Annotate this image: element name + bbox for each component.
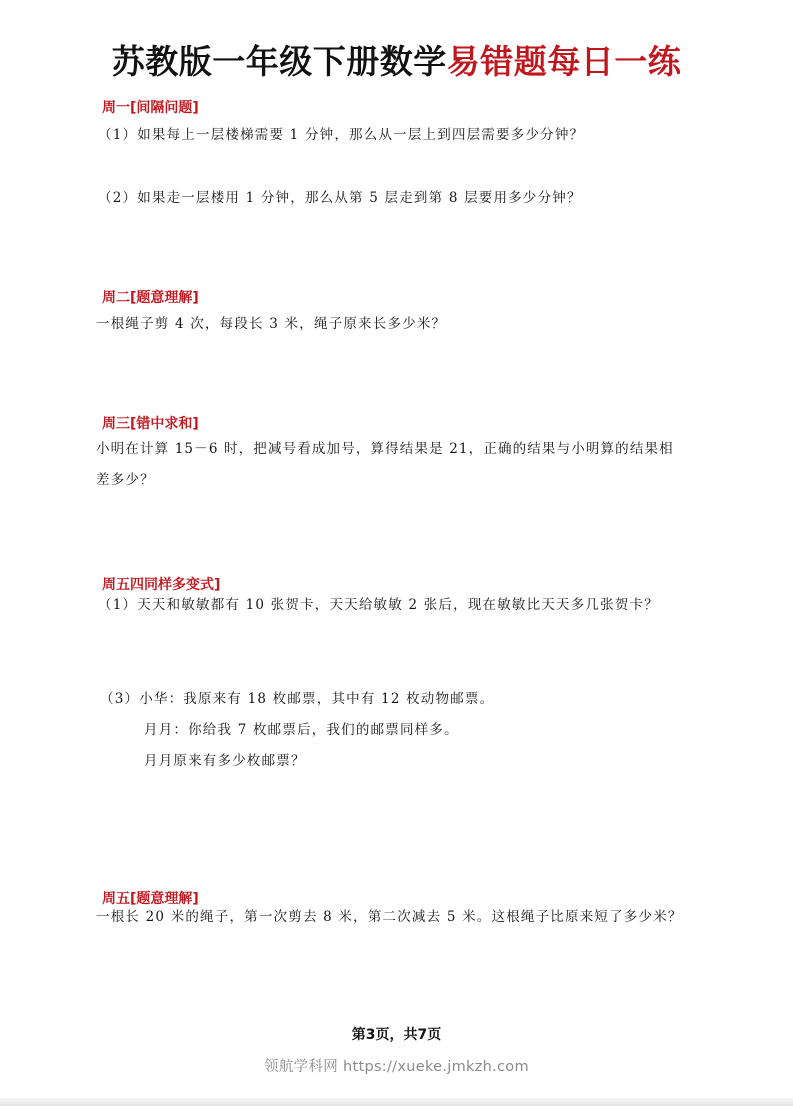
title-main: 苏教版一年级下册数学 (111, 42, 447, 81)
question-thursday-3-line-1: （3）小华：我原来有 18 枚邮票，其中有 12 枚动物邮票。 (100, 691, 495, 707)
section-heading-friday: 周五[题意理解] (102, 891, 199, 907)
question-tuesday-1: 一根绳子剪 4 次，每段长 3 米，绳子原来长多少米？ (96, 316, 447, 332)
page-title (0, 36, 793, 83)
title-highlight: 易错题每日一练 (446, 42, 682, 81)
section-heading-wednesday: 周三[错中求和] (102, 416, 199, 432)
site-watermark: 领航学科网 https://xueke.jmkzh.com (264, 1059, 529, 1075)
page-edge (0, 1098, 793, 1106)
question-friday-1: 一根长 20 米的绳子，第一次剪去 8 米，第二次减去 5 米。这根绳子比原来短了多少米？ (96, 909, 683, 925)
section-heading-monday: 周一[间隔问题] (102, 100, 199, 116)
section-heading-tuesday: 周二[题意理解] (102, 290, 199, 306)
question-thursday-3-line-3: 月月原来有多少枚邮票？ (144, 753, 306, 769)
question-thursday-1: （1）天天和敏敏都有 10 张贺卡，天天给敏敏 2 张后，现在敏敏比天天多几张贺卡？ (98, 597, 659, 613)
question-wednesday-line-2: 差多少？ (96, 472, 155, 488)
question-monday-1: （1）如果每上一层楼梯需要 1 分钟，那么从一层上到四层需要多少分钟？ (98, 127, 585, 143)
section-heading-thursday: 周五四同样多变式] (102, 577, 221, 593)
question-thursday-3-line-2: 月月：你给我 7 枚邮票后，我们的邮票同样多。 (144, 722, 459, 738)
question-wednesday-line-1: 小明在计算 15－6 时，把减号看成加号，算得结果是 21，正确的结果与小明算的结果相 (96, 441, 674, 457)
page-number: 第3页，共7页 (351, 1027, 442, 1043)
question-monday-2: （2）如果走一层楼用 1 分钟，那么从第 5 层走到第 8 层要用多少分钟？ (98, 190, 582, 206)
